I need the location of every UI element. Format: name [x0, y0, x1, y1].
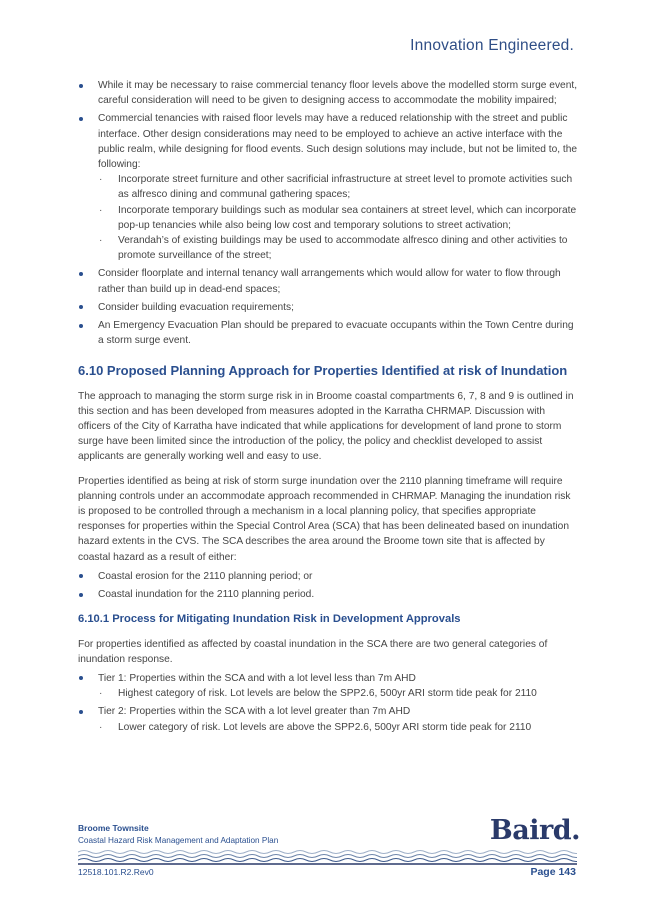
paragraph: For properties identified as affected by coastal inundation in the SCA there are two general categories of inundation response.: [78, 638, 548, 665]
list-item-text: An Emergency Evacuation Plan should be prepared to evacuate occupants within the Town Centre during a storm surge event.: [98, 320, 574, 347]
list-item-text: Tier 1: Properties within the SCA and with a lot level less than 7m AHD: [98, 672, 416, 684]
list-item-text: Consider floorplate and internal tenancy wall arrangements which would allow for water to flow through rather than build up in dead-end spaces;: [98, 268, 561, 295]
list-item-text: Commercial tenancies with raised floor levels may have a reduced relationship with the street and public interface. Other design considerations may need to be employed to achieve an active interface with the public realm, while designing for flood events. Such design solutions may include, but not be limited to, the following:: [98, 113, 578, 171]
list-item: [78, 300, 578, 315]
footer-project-name: Broome Townsite: [78, 823, 149, 833]
page-number: Page 143: [530, 866, 576, 878]
paragraph: Properties identified as being at risk of storm surge inundation over the 2110 planning timeframe will require planning controls under an accommodate approach recommended in CHRMAP. Managing the inundation risk is proposed to be controlled through a mechanism in a local planning policy, that specifies appropriate responses for properties within the Special Control Area (SCA) that has been delineated based on inundation hazard extents in the CVS. The SCA describes the area around the Broome town site that is affected by coastal hazard as a result of either:: [78, 475, 571, 563]
list-item: [78, 318, 578, 348]
header-tagline: Innovation Engineered.: [410, 37, 574, 54]
list-item-text: Consider building evacuation requirements;: [98, 301, 294, 313]
sub-bullet-list: [98, 720, 578, 735]
sub-list-item: · Incorporate street furniture and other sacrificial infrastructure at street level to promote activities such as alfresco dining and communal gathering spaces;: [98, 172, 578, 202]
sub-bullet-list: [98, 686, 578, 701]
sub-list-item: · Highest category of risk. Lot levels are below the SPP2.6, 500yr ARI storm tide peak for 2110: [98, 686, 578, 701]
sub-bullet-list: [98, 172, 578, 263]
footer-document-title: Coastal Hazard Risk Management and Adaptation Plan: [78, 836, 279, 845]
tier-bullet-list: [78, 671, 578, 735]
list-item: Coastal erosion for the 2110 planning period; or: [78, 569, 578, 584]
list-item: [78, 671, 578, 701]
sub-list-item: · Lower category of risk. Lot levels are above the SPP2.6, 500yr ARI storm tide peak for 2110: [98, 720, 578, 735]
sub-list-item: · Incorporate temporary buildings such as modular sea containers at street level, which can incorporate pop-up tenancies while also being low cost and temporary solutions to street activation;: [98, 203, 578, 233]
list-item: [78, 78, 578, 108]
hazard-bullet-list: [78, 569, 578, 602]
list-item: [78, 111, 578, 263]
wave-divider-icon: [78, 849, 577, 867]
section-heading-6-10-1: 6.10.1 Process for Mitigating Inundation Risk in Development Approvals: [78, 613, 461, 626]
list-item: [78, 266, 578, 296]
list-item: [78, 704, 578, 734]
baird-logo: Baird.: [489, 815, 580, 846]
page-content: [78, 78, 578, 738]
sub-list-item: · Verandah’s of existing buildings may be used to accommodate alfresco dining and other activities to promote surveillance of the street;: [98, 233, 578, 263]
list-item: Coastal inundation for the 2110 planning period.: [78, 587, 578, 602]
section-heading-6-10: 6.10 Proposed Planning Approach for Properties Identified at risk of Inundation: [78, 363, 568, 379]
list-item-text: Tier 2: Properties within the SCA with a lot level greater than 7m AHD: [98, 706, 411, 718]
paragraph: The approach to managing the storm surge risk in in Broome coastal compartments 6, 7, 8 and 9 is outlined in this section and has been developed from measures adopted in the Karratha CHRMAP. Discussion with officers of the City of Karratha have indicated that while applications for development of land prone to storm surge have been limited since the introduction of the policy, the policy and checklist developed to assist applicants are generally working well and easy to use.: [78, 390, 574, 463]
intro-bullet-list: [78, 78, 578, 348]
list-item-text: While it may be necessary to raise commercial tenancy floor levels above the modelled storm surge event, careful consideration will need to be given to designing access to accommodate the mobility impaired;: [98, 80, 578, 107]
footer-reference: 12518.101.R2.Rev0: [78, 867, 154, 877]
